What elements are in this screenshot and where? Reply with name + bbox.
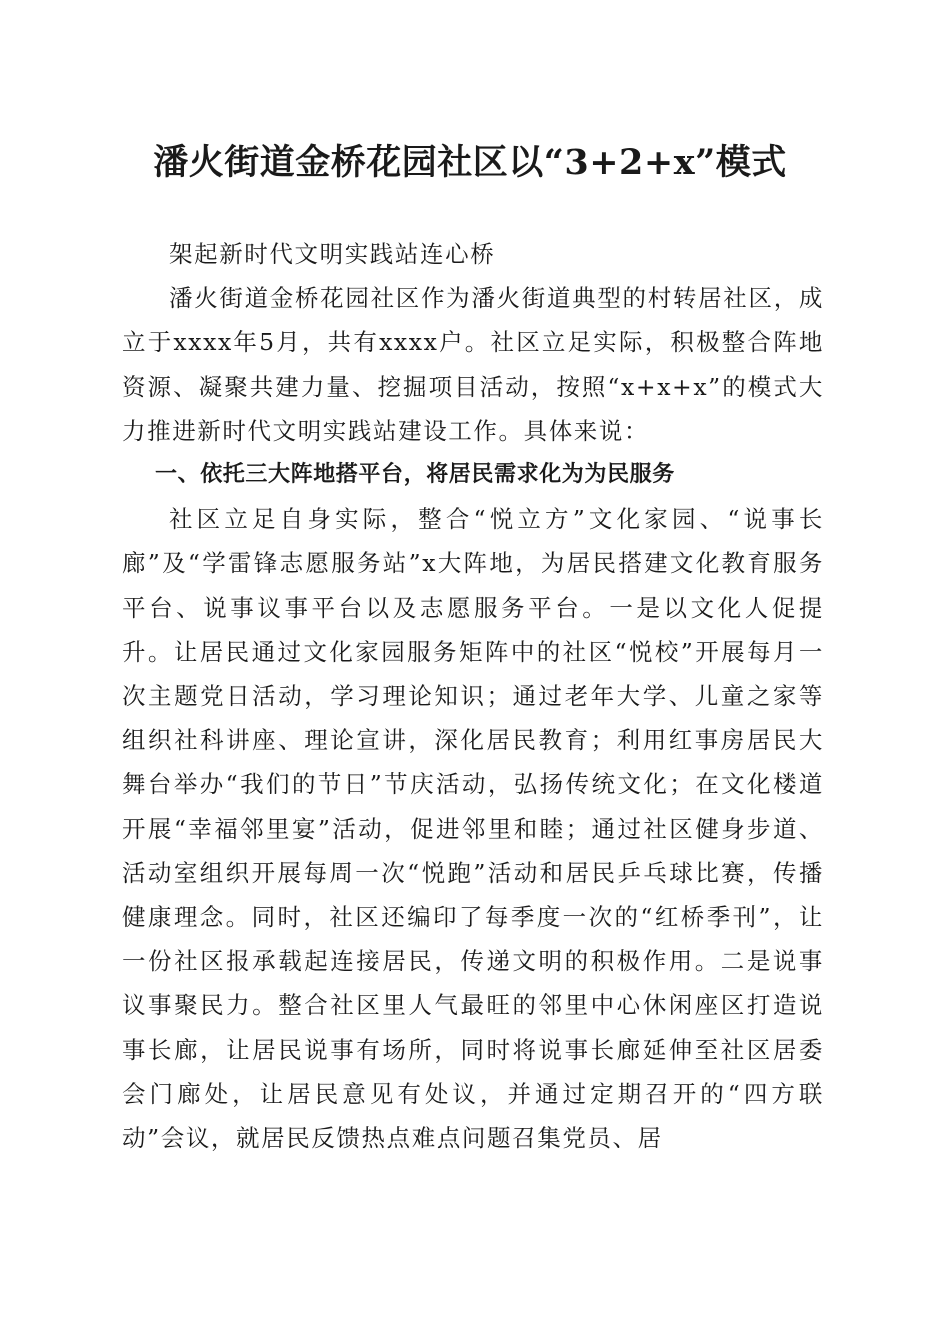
subtitle-paragraph: 架起新时代文明实践站连心桥 [169, 240, 496, 268]
document-body [122, 232, 824, 1160]
section-body-paragraph: 社区立足自身实际，整合“悦立方”文化家园、“说事长廊”及“学雷锋志愿服务站”x大阵地，为居民搭建文化教育服务平台、说事议事平台以及志愿服务平台。一是以文化人促提升。让居民通过文化家园服务矩阵中的社区“悦校”开展每月一次主题党日活动，学习理论知识；通过老年大学、儿童之家等组织社科讲座、理论宣讲，深化居民教育；利用红事房居民大舞台举办“我们的节日”节庆活动，弘扬传统文化；在文化楼道开展“幸福邻里宴”活动，促进邻里和睦；通过社区健身步道、活动室组织开展每周一次“悦跑”活动和居民乒乓球比赛，传播健康理念。同时，社区还编印了每季度一次的“红桥季刊”，让一份社区报承载起连接居民，传递文明的积极作用。二是说事议事聚民力。整合社区里人气最旺的邻里中心休闲座区打造说事长廊，让居民说事有场所，同时将说事长廊延伸至社区居委会门廊处，让居民意见有处议，并通过定期召开的“四方联动”会议，就居民反馈热点难点问题召集党员、居 [122, 505, 824, 1153]
document-title: 潘火街道金桥花园社区以“3+2+x”模式 [153, 142, 787, 183]
intro-paragraph: 潘火街道金桥花园社区作为潘火街道典型的村转居社区，成立于xxxx年5月，共有xxxx户。社区立足实际，积极整合阵地资源、凝聚共建力量、挖掘项目活动，按照“x+x+x”的模式大力推进新时代文明实践站建设工作。具体来说： [122, 284, 824, 445]
section-heading: 一、依托三大阵地搭平台，将居民需求化为为民服务 [155, 462, 675, 488]
